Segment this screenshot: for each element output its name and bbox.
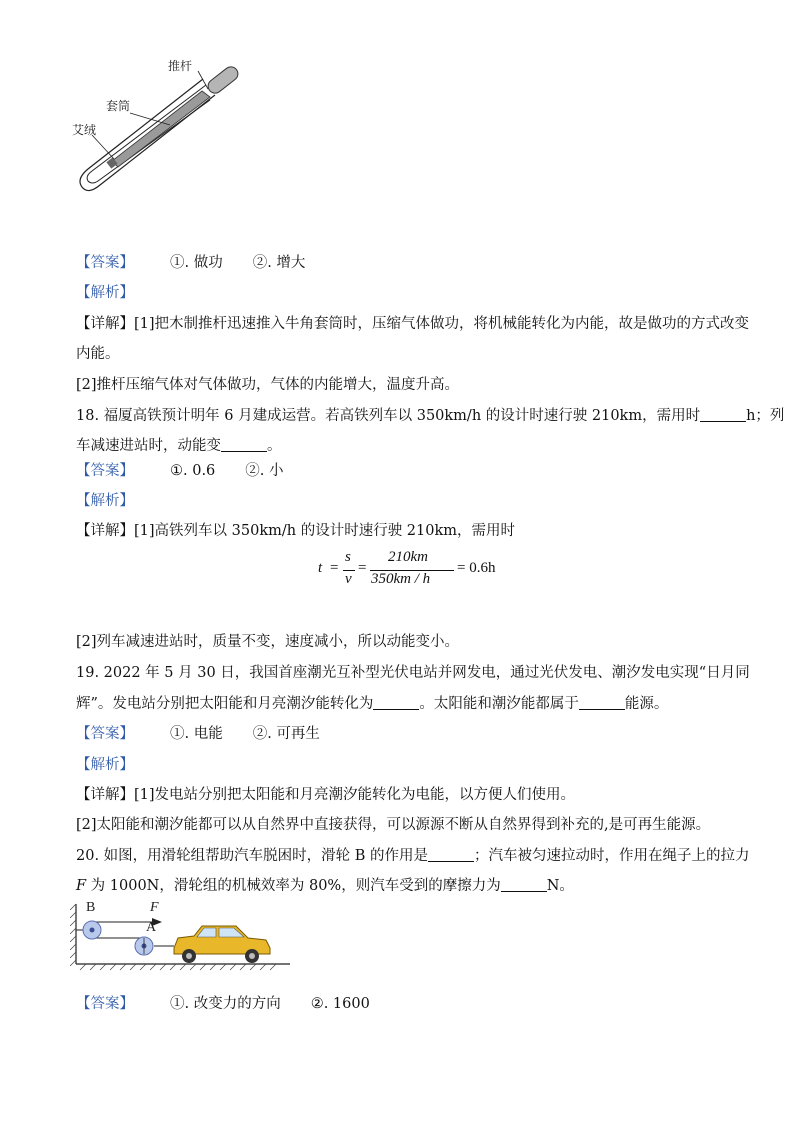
q18-question-line2 xyxy=(76,436,282,456)
force-f-label: F xyxy=(150,900,159,915)
pulley-b-label: B xyxy=(86,900,96,915)
answer-blank xyxy=(428,847,474,862)
q19-question-line1: 19. 2022 年 5 月 30 日，我国首座潮光互补型光伏电站并网发电，通过光伏发电、潮汐发电实现“日月同 xyxy=(76,665,750,681)
answer-blank xyxy=(221,437,267,452)
pushrod-label: 推杆 xyxy=(168,59,193,73)
q19-question-line2 xyxy=(76,694,668,714)
pulley-car-figure xyxy=(70,898,295,973)
q20-answer-line xyxy=(76,994,370,1014)
answer-tag: 【答案】 xyxy=(76,726,134,742)
q20-question-line1 xyxy=(76,846,750,866)
detail-tag: 【详解】 xyxy=(76,787,134,803)
formula-num: 210km xyxy=(388,549,428,565)
q17-detail-line1 xyxy=(76,314,749,334)
answer-1: ①. 0.6 xyxy=(170,463,216,479)
q17-detail-line3: [2]推杆压缩气体对气体做功，气体的内能增大，温度升高。 xyxy=(76,377,460,393)
sleeve-label: 套筒 xyxy=(106,99,131,113)
q17-answer-line xyxy=(76,253,305,273)
answer-tag: 【答案】 xyxy=(76,463,134,479)
formula-t: t xyxy=(318,560,323,576)
q19-detail-line2: [2]太阳能和潮汐能都可以从自然界中直接获得，可以源源不断从自然界得到补充的,是可再生能源。 xyxy=(76,817,711,833)
formula-v: v xyxy=(345,571,352,587)
answer-blank xyxy=(579,695,625,710)
question-text: ；汽车被匀速拉动时，作用在绳子上的拉力 xyxy=(474,848,750,864)
q19-detail-line1 xyxy=(76,785,575,805)
detail-tag: 【详解】 xyxy=(76,316,134,332)
q18-answer-line xyxy=(76,461,284,481)
detail-tag: 【详解】 xyxy=(76,523,134,539)
question-text: 。 xyxy=(267,438,282,454)
answer-blank xyxy=(373,695,419,710)
answer-2: ②. 增大 xyxy=(252,255,306,271)
q17-detail-line2: 内能。 xyxy=(76,346,120,362)
formula-eq: = xyxy=(330,560,339,576)
analysis-tag: 【解析】 xyxy=(76,493,134,509)
answer-blank xyxy=(700,407,746,422)
q18-question-line1 xyxy=(76,406,784,426)
formula-result: = 0.6h xyxy=(457,560,496,576)
answer-2: ②. 1600 xyxy=(310,996,370,1012)
analysis-tag: 【解析】 xyxy=(76,285,134,301)
answer-tag: 【答案】 xyxy=(76,255,134,271)
q20-question-line2 xyxy=(76,876,574,896)
detail-text: [1]把木制推杆迅速推入牛角套筒时，压缩气体做功，将机械能转化为内能，故是做功的方式改变 xyxy=(134,316,750,332)
detail-text: [1]发电站分别把太阳能和月亮潮汐能转化为电能，以方便人们使用。 xyxy=(134,787,576,803)
detail-text: [1]高铁列车以 350km/h 的设计时速行驶 210km，需用时 xyxy=(134,523,516,539)
moxa-pushrod-figure xyxy=(70,55,250,205)
speed-formula xyxy=(318,548,498,598)
question-text: 车减速进站时，动能变 xyxy=(76,438,221,454)
answer-1: ①. 改变力的方向 xyxy=(170,996,281,1012)
q19-answer-line xyxy=(76,724,320,744)
question-text: 20. 如图，用滑轮组帮助汽车脱困时，滑轮 B 的作用是 xyxy=(76,848,429,864)
formula-eq2: = xyxy=(358,560,367,576)
answer-tag: 【答案】 xyxy=(76,996,134,1012)
q18-detail-line1 xyxy=(76,521,515,541)
question-text: N。 xyxy=(546,878,574,894)
question-text: 18. 福厦高铁预计明年 6 月建成运营。若高铁列车以 350km/h 的设计时速行驶 210km，需用时 xyxy=(76,408,701,424)
question-text: 辉”。发电站分别把太阳能和月亮潮汐能转化为 xyxy=(76,696,374,712)
answer-blank xyxy=(501,877,547,892)
question-text: 能源。 xyxy=(624,696,669,712)
formula-den: 350km / h xyxy=(371,571,431,587)
answer-2: ②. 可再生 xyxy=(252,726,320,742)
analysis-tag: 【解析】 xyxy=(76,757,134,773)
question-text: 。太阳能和潮汐能都属于 xyxy=(419,696,579,712)
formula-s: s xyxy=(345,549,351,565)
pulley-a-label: A xyxy=(146,920,157,935)
moxa-label: 艾绒 xyxy=(72,123,97,137)
force-symbol: F xyxy=(76,878,87,894)
answer-2: ②. 小 xyxy=(245,463,284,479)
answer-1: ①. 做功 xyxy=(170,255,223,271)
question-text: h；列 xyxy=(746,408,785,424)
answer-1: ①. 电能 xyxy=(170,726,223,742)
q18-detail-line2: [2]列车减速进站时，质量不变，速度减小，所以动能变小。 xyxy=(76,634,460,650)
question-text: 为 1000N，滑轮组的机械效率为 80%，则汽车受到的摩擦力为 xyxy=(86,878,501,894)
